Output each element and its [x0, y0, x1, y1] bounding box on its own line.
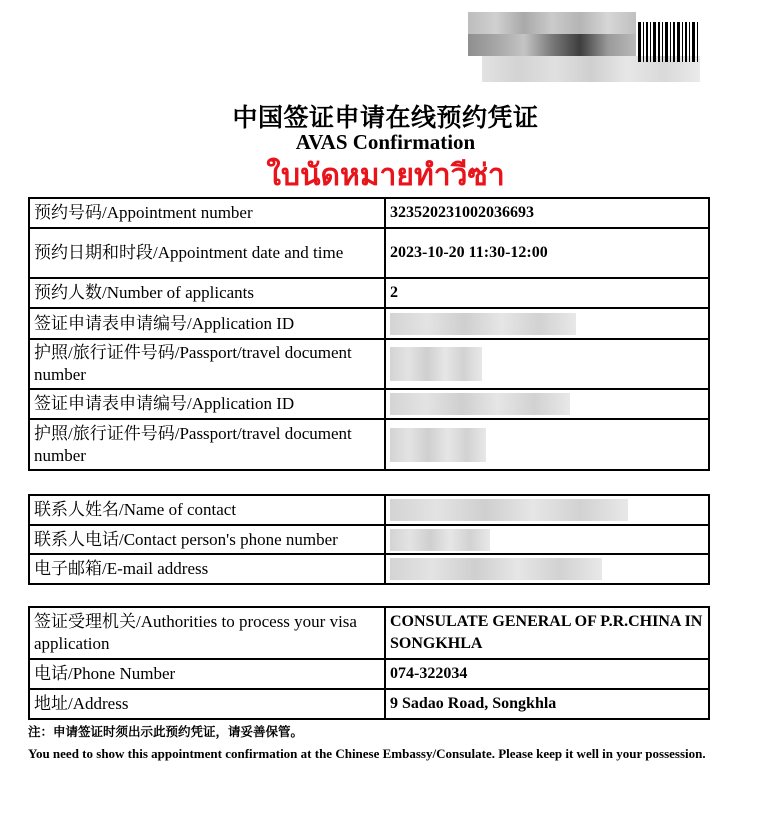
- application-id-value-redacted: [385, 389, 709, 419]
- application-id-label: 签证申请表申请编号/Application ID: [29, 308, 385, 339]
- table-row: [29, 308, 709, 339]
- contact-name-label: 联系人姓名/Name of contact: [29, 495, 385, 525]
- table-row: [29, 554, 709, 584]
- barcode-image: [638, 22, 700, 62]
- application-id-label: 签证申请表申请编号/Application ID: [29, 389, 385, 419]
- table-row: [29, 525, 709, 554]
- table-row: [29, 278, 709, 308]
- note-english: You need to show this appointment confirmation at the Chinese Embassy/Consulate. Please keep it well in your possession.: [28, 746, 706, 761]
- contact-phone-label: 联系人电话/Contact person's phone number: [29, 525, 385, 554]
- appointment-table: [28, 197, 710, 471]
- table-row: [29, 339, 709, 389]
- address-label: 地址/Address: [29, 689, 385, 719]
- title-chinese: 中国签证申请在线预约凭证: [232, 103, 539, 132]
- authority-table: [28, 606, 710, 720]
- table-row: [29, 607, 709, 659]
- table-row: [29, 419, 709, 470]
- table-row: [29, 228, 709, 278]
- authority-label: 签证受理机关/Authorities to process your visa application: [29, 607, 385, 659]
- note-chinese: 注：申请签证时须出示此预约凭证，请妥善保管。: [28, 724, 304, 739]
- table-row: [29, 689, 709, 719]
- applicants-count-label: 预约人数/Number of applicants: [29, 278, 385, 308]
- passport-number-value-redacted: [385, 339, 709, 389]
- appointment-number-label: 预约号码/Appointment number: [29, 198, 385, 228]
- applicants-count-value: 2: [385, 278, 709, 308]
- application-id-value-redacted: [385, 308, 709, 339]
- phone-number-label: 电话/Phone Number: [29, 659, 385, 689]
- table-row: [29, 495, 709, 525]
- table-row: [29, 198, 709, 228]
- contact-name-value-redacted: [385, 495, 709, 525]
- passport-number-label: 护照/旅行证件号码/Passport/travel document number: [29, 419, 385, 470]
- email-label: 电子邮箱/E-mail address: [29, 554, 385, 584]
- title-english: AVAS Confirmation: [295, 130, 476, 154]
- title-thai: ใบนัดหมายทำวีซ่า: [266, 158, 505, 193]
- address-value: 9 Sadao Road, Songkhla: [385, 689, 709, 719]
- email-value-redacted: [385, 554, 709, 584]
- phone-number-value: 074-322034: [385, 659, 709, 689]
- table-row: [29, 389, 709, 419]
- appointment-date-value: 2023-10-20 11:30-12:00: [385, 228, 709, 278]
- contact-phone-value-redacted: [385, 525, 709, 554]
- authority-value: CONSULATE GENERAL OF P.R.CHINA IN SONGKHLA: [385, 607, 709, 659]
- passport-number-value-redacted: [385, 419, 709, 470]
- contact-table: [28, 494, 710, 585]
- passport-number-label: 护照/旅行证件号码/Passport/travel document number: [29, 339, 385, 389]
- appointment-number-value: 323520231002036693: [385, 198, 709, 228]
- table-row: [29, 659, 709, 689]
- appointment-date-label: 预约日期和时段/Appointment date and time: [29, 228, 385, 278]
